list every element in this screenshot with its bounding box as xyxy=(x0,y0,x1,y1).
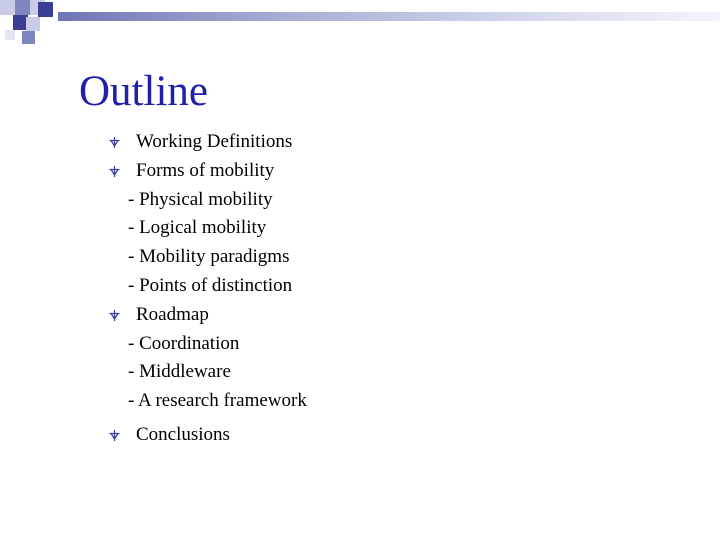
ornate-bullet-icon xyxy=(108,165,121,178)
outline-subitem-physical-mobility: - Physical mobility xyxy=(128,189,273,210)
outline-item-label: Conclusions xyxy=(136,424,230,445)
ornate-bullet-icon xyxy=(108,309,121,322)
outline-subitem-mobility-paradigms: - Mobility paradigms xyxy=(128,246,290,267)
outline-subitem-points-of-distinction: - Points of distinction xyxy=(128,275,293,296)
header-gradient-bar xyxy=(58,12,720,21)
deco-square-4 xyxy=(38,2,53,17)
outline-subitem-logical-mobility: - Logical mobility xyxy=(128,217,267,238)
deco-square-1 xyxy=(0,0,15,15)
deco-square-2 xyxy=(15,0,30,15)
slide-title: Outline xyxy=(79,68,208,115)
ornate-bullet-icon xyxy=(108,429,121,442)
outline-subitem-research-framework: - A research framework xyxy=(128,390,307,411)
deco-square-8 xyxy=(5,30,15,40)
deco-square-6 xyxy=(26,17,40,31)
outline-item-label: Working Definitions xyxy=(136,131,293,152)
outline-item-label: Forms of mobility xyxy=(136,160,275,181)
deco-square-5 xyxy=(13,15,28,30)
outline-subitem-middleware: - Middleware xyxy=(128,361,231,382)
header-decoration xyxy=(0,0,720,50)
outline-item-label: Roadmap xyxy=(136,304,209,325)
ornate-bullet-icon xyxy=(108,136,121,149)
deco-square-7 xyxy=(22,31,35,44)
outline-subitem-coordination: - Coordination xyxy=(128,333,240,354)
